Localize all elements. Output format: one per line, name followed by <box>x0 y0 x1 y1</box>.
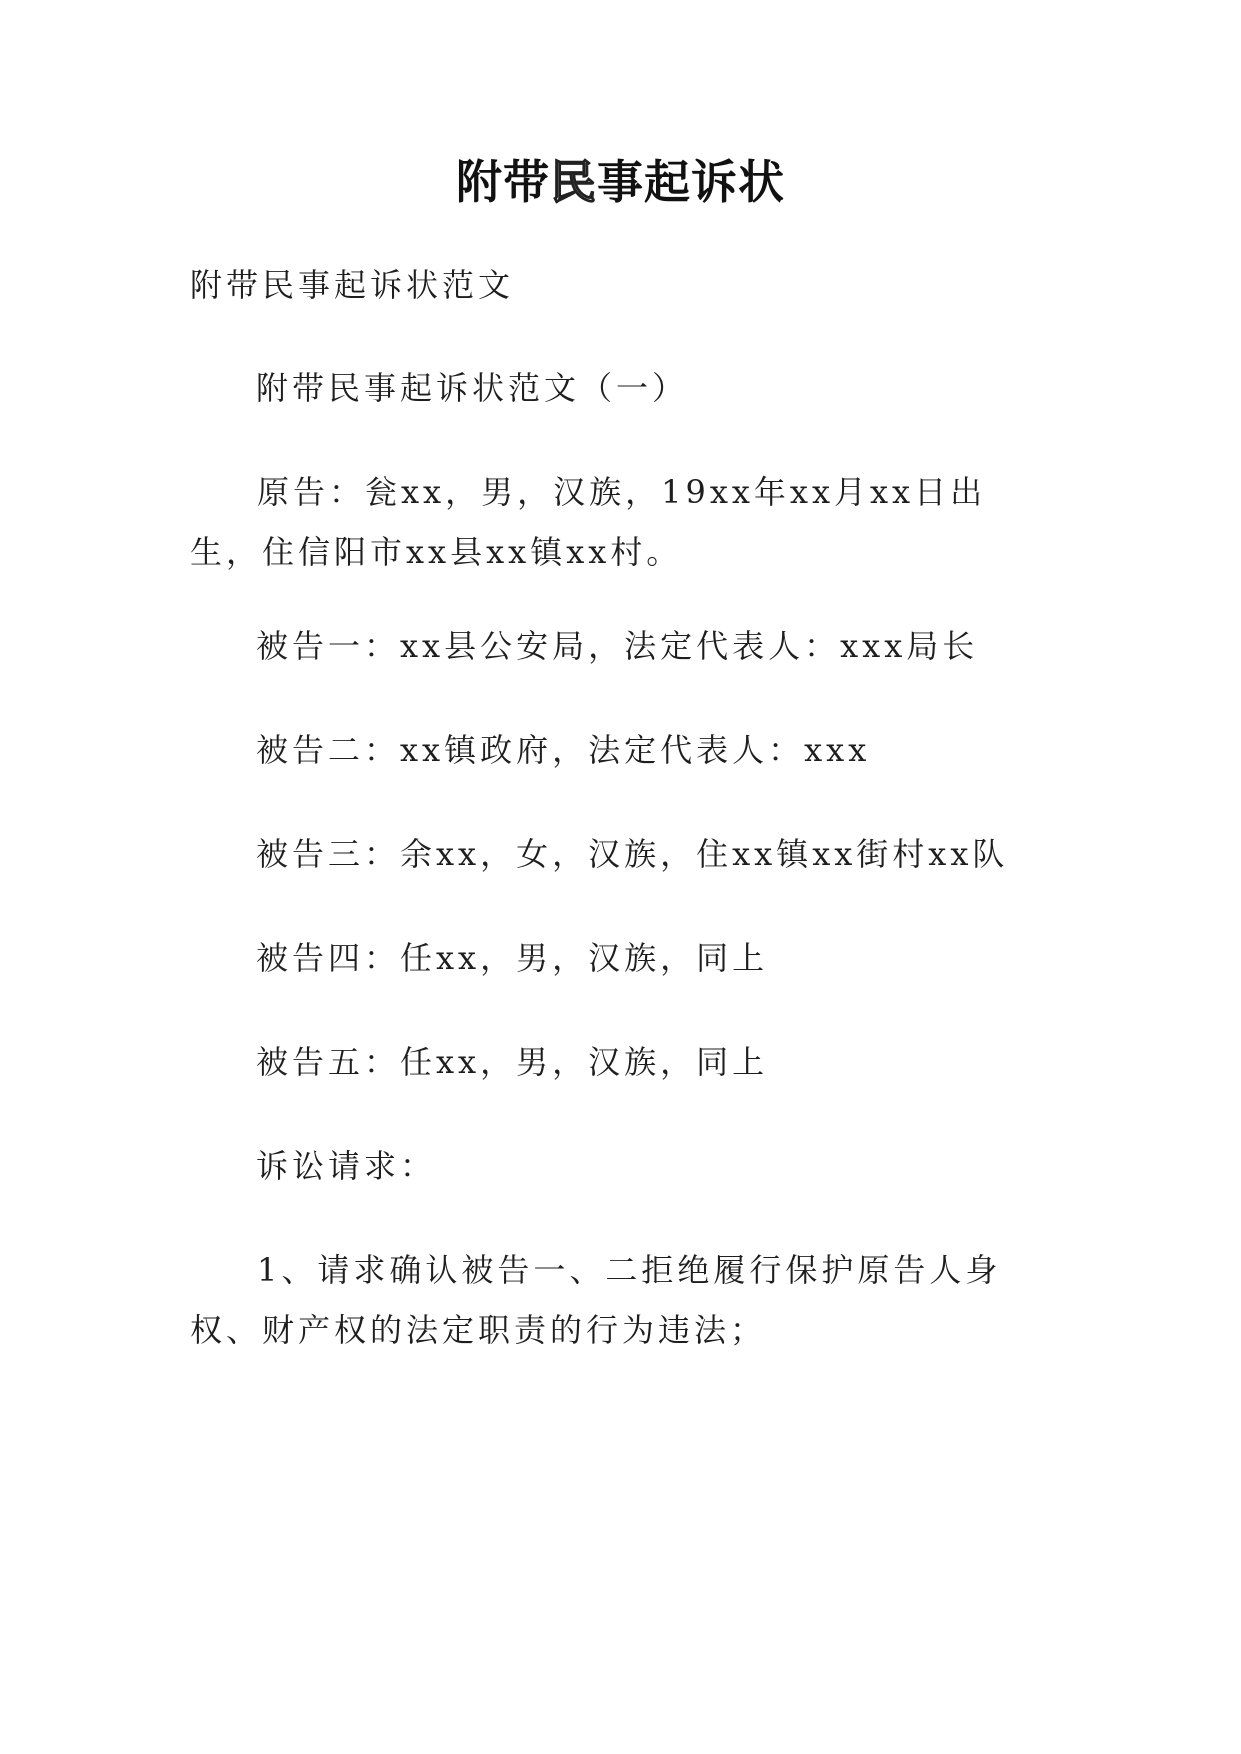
document-title <box>0 152 1241 212</box>
defendant-4-line: 被告四：任xx，男，汉族，同上 <box>256 939 769 977</box>
title-part-2: 事起诉状 <box>597 155 785 209</box>
defendant-2-line: 被告二：xx镇政府，法定代表人：xxx <box>256 731 871 769</box>
title-part-1: 附带 <box>456 155 550 209</box>
claims-heading: 诉讼请求： <box>256 1147 437 1185</box>
claim-1-paragraph: 1、请求确认被告一、二拒绝履行保护原告人身权、财产权的法定职责的行为违法； <box>190 1251 1002 1349</box>
defendant-1-line: 被告一：xx县公安局，法定代表人：xxx局长 <box>256 627 979 665</box>
document-subtitle: 附带民事起诉状范文 <box>190 266 515 304</box>
plaintiff-paragraph: 原告：瓮xx，男，汉族，19xx年xx月xx日出生，住信阳市xx县xx镇xx村。 <box>190 473 987 571</box>
title-outlined-char: 民 <box>550 155 597 209</box>
defendant-3-line: 被告三：余xx，女，汉族，住xx镇xx街村xx队 <box>256 835 1009 873</box>
section-heading: 附带民事起诉状范文（一） <box>256 369 689 407</box>
defendant-5-line: 被告五：任xx，男，汉族，同上 <box>256 1043 769 1081</box>
